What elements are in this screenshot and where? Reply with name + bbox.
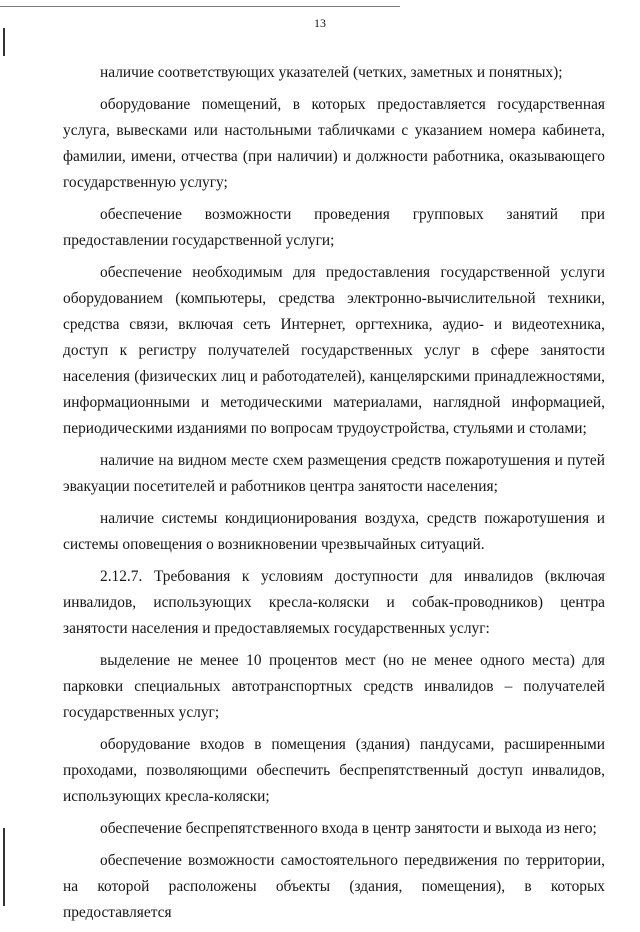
paragraph: обеспечение возможности проведения групповых занятий при предоставлении государственной услуги; — [63, 206, 605, 249]
margin-mark-top — [3, 28, 5, 56]
paragraph: обеспечение беспрепятственного входа в центр занятости и выхода из него; — [100, 820, 597, 837]
paragraph: 2.12.7. Требования к условиям доступности для инвалидов (включая инвалидов, использующих кресла-коляски и собак-проводников) центра занятости населения и предоставляемых государственных услуг: — [63, 568, 605, 637]
paragraph: оборудование помещений, в которых предоставляется государственная услуга, вывесками или настольными табличками с указанием номера кабинета, фамилии, имени, отчества (при наличии) и должности работника, оказывающего государственную услугу; — [63, 96, 605, 191]
paragraph: наличие системы кондиционирования воздуха, средств пожаротушения и системы оповещения о возникновении чрезвычайных ситуаций. — [63, 510, 605, 553]
paragraph: выделение не менее 10 процентов мест (но не менее одного места) для парковки специальных автотранспортных средств инвалидов – получателей государственных услуг; — [63, 652, 605, 721]
margin-mark-bottom — [3, 828, 5, 906]
paragraph: обеспечение необходимым для предоставления государственной услуги оборудованием (компьютеры, средства электронно-вычислительной техники, средства связи, включая сеть Интернет, оргтехника, аудио- и видеотехника, доступ к регистру получателей государственных услуг в сфере занятости населения (физических лиц и работодателей), канцелярскими принадлежностями, информационными и методическими материалами, наглядной информацией, периодическими изданиями по вопросам трудоустройства, стульями и столами; — [63, 264, 605, 437]
paragraph: обеспечение возможности самостоятельного передвижения по территории, на которой расположены объекты (здания, помещения), в которых предоставляется — [63, 852, 605, 921]
document-body — [63, 60, 605, 932]
paragraph: оборудование входов в помещения (здания) пандусами, расширенными проходами, позволяющими обеспечить беспрепятственный доступ инвалидов, использующих кресла-коляски; — [63, 736, 605, 805]
page-number: 13 — [314, 16, 326, 30]
paragraph: наличие соответствующих указателей (четких, заметных и понятных); — [100, 64, 563, 81]
paragraph: наличие на видном месте схем размещения средств пожаротушения и путей эвакуации посетителей и работников центра занятости населения; — [63, 452, 605, 495]
top-rule — [0, 6, 400, 7]
